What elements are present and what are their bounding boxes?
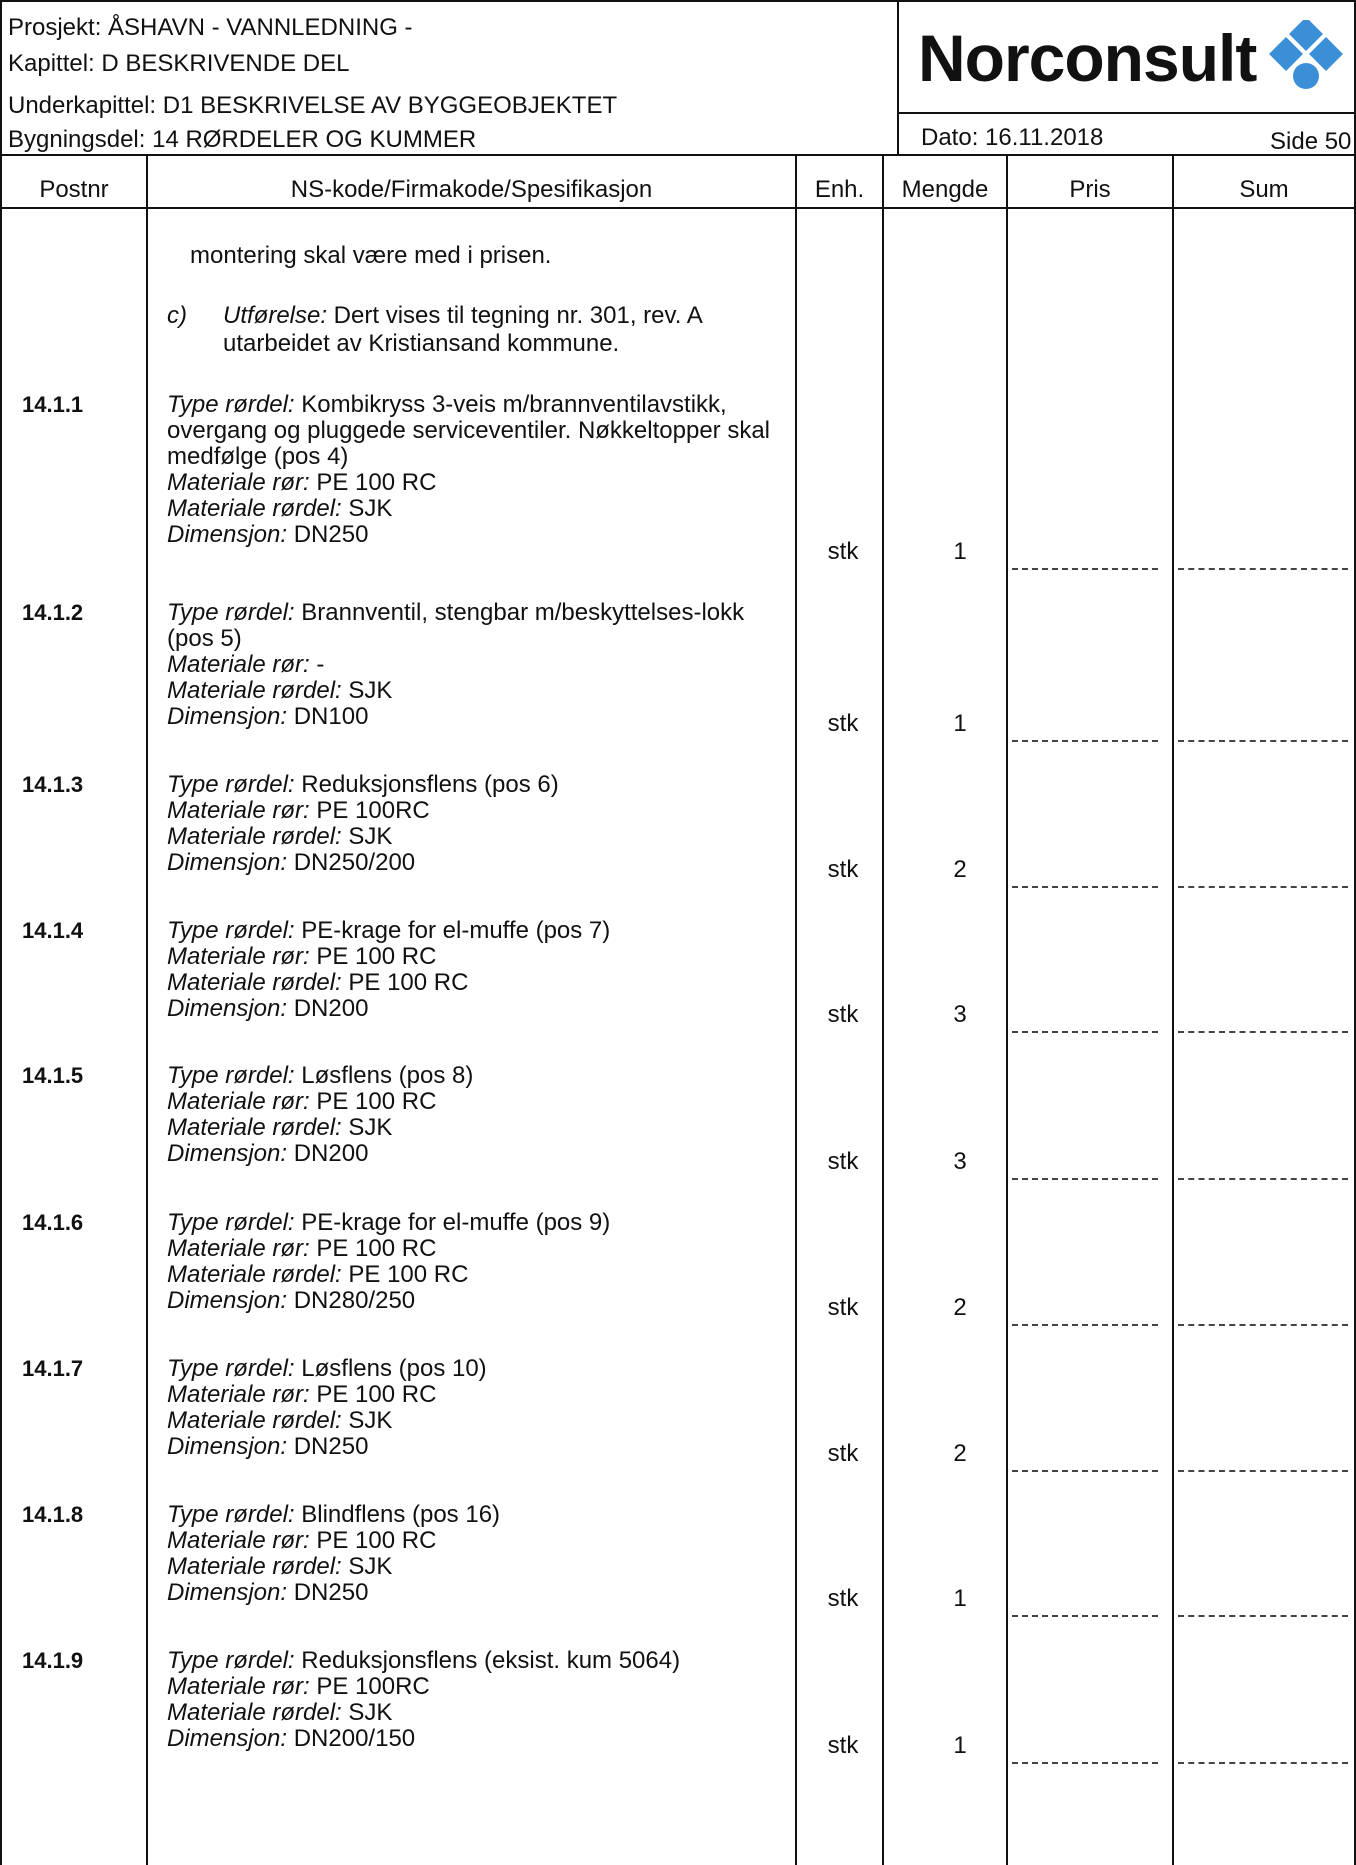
item-specification xyxy=(167,1648,797,1752)
spec-label: Materiale rørdel: xyxy=(167,677,342,704)
quantity-cell: 1 xyxy=(953,1732,967,1759)
post-number: 14.1.6 xyxy=(22,1210,84,1235)
spec-label: Dimensjon: xyxy=(167,1287,288,1314)
spec-label: Type rørdel: xyxy=(167,599,295,626)
spec-line-type xyxy=(167,392,797,470)
spec-label: Dimensjon: xyxy=(167,1725,288,1752)
item-specification xyxy=(167,918,797,1022)
page-number: Side 50 xyxy=(1270,128,1352,155)
spec-line-material-pipe xyxy=(167,1674,797,1700)
spec-value: DN250 xyxy=(287,1579,369,1606)
spec-line-dimension xyxy=(167,1141,797,1167)
spec-line-type xyxy=(167,772,797,798)
quantity-cell: 2 xyxy=(953,1294,967,1321)
intro-text: montering skal være med i prisen. xyxy=(190,242,552,269)
post-number: 14.1.2 xyxy=(22,600,84,625)
post-number: 14.1.5 xyxy=(22,1063,84,1088)
spec-line-dimension xyxy=(167,522,797,548)
spec-line-material-pipe xyxy=(167,470,797,496)
spec-value: PE 100 RC xyxy=(341,969,469,996)
price-entry-line[interactable] xyxy=(1012,1470,1158,1472)
spec-label: Materiale rørdel: xyxy=(167,969,342,996)
spec-label: Materiale rørdel: xyxy=(167,1114,342,1141)
spec-value: - xyxy=(309,651,325,678)
spec-value: SJK xyxy=(341,1553,393,1580)
spec-value: Reduksjonsflens (eksist. kum 5064) xyxy=(294,1647,681,1674)
spec-label: Type rørdel: xyxy=(167,1501,295,1528)
unit-cell: stk xyxy=(827,1294,859,1321)
spec-label: Dimensjon: xyxy=(167,703,288,730)
spec-value: SJK xyxy=(341,823,393,850)
spec-label: Type rørdel: xyxy=(167,1062,295,1089)
spec-line-type xyxy=(167,1502,797,1528)
sum-entry-line[interactable] xyxy=(1178,1324,1348,1326)
spec-value: PE 100 RC xyxy=(309,1088,437,1115)
spec-value: SJK xyxy=(341,495,393,522)
spec-label: Materiale rørdel: xyxy=(167,1261,342,1288)
building-part-title: Bygningsdel: 14 RØRDELER OG KUMMER xyxy=(8,126,477,153)
spec-value: SJK xyxy=(341,677,393,704)
spec-line-dimension xyxy=(167,1288,797,1314)
column-header-sum: Sum xyxy=(1239,176,1289,203)
spec-value: Brannventil, stengbar m/beskyttelses-lokk (pos 5) xyxy=(167,599,745,652)
spec-value: Kombikryss 3-veis m/brannventilavstikk, overgang og pluggede serviceventiler. Nøkkeltopper skal medfølge (pos 4) xyxy=(167,391,771,470)
subchapter-title: Underkapittel: D1 BESKRIVELSE AV BYGGEOBJEKTET xyxy=(8,92,618,119)
spec-label: Dimensjon: xyxy=(167,995,288,1022)
spec-line-type xyxy=(167,918,797,944)
top-border xyxy=(0,0,1356,2)
project-title: Prosjekt: ÅSHAVN - VANNLEDNING - xyxy=(8,14,413,41)
spec-line-dimension xyxy=(167,850,797,876)
spec-line-material-pipe xyxy=(167,1236,797,1262)
price-entry-line[interactable] xyxy=(1012,1031,1158,1033)
item-specification xyxy=(167,1356,797,1460)
post-number: 14.1.3 xyxy=(22,772,84,797)
spec-value: DN280/250 xyxy=(287,1287,416,1314)
spec-value: SJK xyxy=(341,1699,393,1726)
spec-value: PE 100 RC xyxy=(309,1381,437,1408)
spec-label: Materiale rør: xyxy=(167,943,310,970)
spec-line-dimension xyxy=(167,996,797,1022)
price-entry-line[interactable] xyxy=(1012,568,1158,570)
spec-value: Løsflens (pos 8) xyxy=(294,1062,474,1089)
spec-value: Reduksjonsflens (pos 6) xyxy=(294,771,559,798)
spec-label: Materiale rørdel: xyxy=(167,1553,342,1580)
spec-label: Type rørdel: xyxy=(167,917,295,944)
spec-label: Materiale rør: xyxy=(167,1235,310,1262)
column-header-postnr: Postnr xyxy=(39,176,109,203)
spec-value: DN250 xyxy=(287,1433,369,1460)
post-number: 14.1.9 xyxy=(22,1648,84,1673)
spec-value: PE 100 RC xyxy=(309,469,437,496)
spec-value: Løsflens (pos 10) xyxy=(294,1355,487,1382)
spec-line-material-part xyxy=(167,678,797,704)
quantity-cell: 2 xyxy=(953,1440,967,1467)
unit-cell: stk xyxy=(827,1732,859,1759)
quantity-cell: 1 xyxy=(953,710,967,737)
column-header-unit: Enh. xyxy=(814,176,865,203)
spec-line-material-pipe xyxy=(167,652,797,678)
spec-line-dimension xyxy=(167,704,797,730)
quantity-cell: 2 xyxy=(953,856,967,883)
spec-value: PE 100 RC xyxy=(309,943,437,970)
sum-entry-line[interactable] xyxy=(1178,886,1348,888)
spec-line-material-pipe xyxy=(167,1089,797,1115)
unit-cell: stk xyxy=(827,538,859,565)
spec-line-material-pipe xyxy=(167,1528,797,1554)
unit-cell: stk xyxy=(827,1440,859,1467)
spec-label: Materiale rør: xyxy=(167,1381,310,1408)
post-number: 14.1.1 xyxy=(22,392,84,417)
spec-label: Materiale rørdel: xyxy=(167,823,342,850)
spec-value: DN100 xyxy=(287,703,369,730)
sum-entry-line[interactable] xyxy=(1178,740,1348,742)
quantity-cell: 3 xyxy=(953,1148,967,1175)
unit-cell: stk xyxy=(827,1001,859,1028)
column-divider xyxy=(146,154,148,1865)
column-header-price: Pris xyxy=(1069,176,1111,203)
spec-label: Materiale rørdel: xyxy=(167,1699,342,1726)
sum-entry-line[interactable] xyxy=(1178,1762,1348,1764)
spec-line-type xyxy=(167,1648,797,1674)
spec-label: Materiale rørdel: xyxy=(167,1407,342,1434)
spec-line-type xyxy=(167,1210,797,1236)
logo-diamond-icon xyxy=(1266,20,1346,100)
price-entry-line[interactable] xyxy=(1012,1324,1158,1326)
spec-line-material-pipe xyxy=(167,1382,797,1408)
spec-line-type xyxy=(167,1356,797,1382)
spec-label: Type rørdel: xyxy=(167,1647,295,1674)
spec-label: Materiale rør: xyxy=(167,1527,310,1554)
spec-line-dimension xyxy=(167,1726,797,1752)
spec-label: Materiale rør: xyxy=(167,1673,310,1700)
column-header-spec: NS-kode/Firmakode/Spesifikasjon xyxy=(290,176,653,203)
spec-label: Materiale rørdel: xyxy=(167,495,342,522)
column-header-bottom-border xyxy=(0,207,1356,209)
spec-value: PE 100 RC xyxy=(309,1527,437,1554)
spec-value: DN250/200 xyxy=(287,849,416,876)
quantity-cell: 1 xyxy=(953,538,967,565)
spec-value: Blindflens (pos 16) xyxy=(294,1501,501,1528)
sum-entry-line[interactable] xyxy=(1178,1178,1348,1180)
spec-value: DN200 xyxy=(287,1140,369,1167)
spec-line-material-part xyxy=(167,1554,797,1580)
spec-label: Dimensjon: xyxy=(167,521,288,548)
unit-cell: stk xyxy=(827,710,859,737)
item-specification xyxy=(167,1502,797,1606)
post-number: 14.1.8 xyxy=(22,1502,84,1527)
spec-label: Type rørdel: xyxy=(167,771,295,798)
column-divider xyxy=(882,154,884,1865)
spec-value: PE-krage for el-muffe (pos 7) xyxy=(294,917,611,944)
spec-value: DN250 xyxy=(287,521,369,548)
spec-value: PE 100RC xyxy=(309,797,430,824)
sum-entry-line[interactable] xyxy=(1178,1031,1348,1033)
spec-label: Materiale rør: xyxy=(167,469,310,496)
price-entry-line[interactable] xyxy=(1012,886,1158,888)
spec-value: PE 100RC xyxy=(309,1673,430,1700)
logo-box-divider xyxy=(897,112,1356,114)
spec-value: PE-krage for el-muffe (pos 9) xyxy=(294,1209,611,1236)
sum-entry-line[interactable] xyxy=(1178,1615,1348,1617)
spec-value: PE 100 RC xyxy=(309,1235,437,1262)
spec-line-material-part xyxy=(167,824,797,850)
sum-entry-line[interactable] xyxy=(1178,568,1348,570)
logo-box-left-border xyxy=(897,0,899,154)
spec-line-type xyxy=(167,1063,797,1089)
spec-line-material-part xyxy=(167,1700,797,1726)
date-label: Dato: 16.11.2018 xyxy=(921,124,1104,151)
item-specification xyxy=(167,1063,797,1167)
price-entry-line[interactable] xyxy=(1012,1178,1158,1180)
price-entry-line[interactable] xyxy=(1012,1615,1158,1617)
item-specification xyxy=(167,1210,797,1314)
spec-label: Materiale rør: xyxy=(167,1088,310,1115)
spec-label: Materiale rør: xyxy=(167,797,310,824)
norconsult-logo xyxy=(918,10,1348,110)
spec-label: Type rørdel: xyxy=(167,391,295,418)
intro-item-c: Utførelse: Dert vises til tegning nr. 301, rev. A utarbeidet av Kristiansand kommune. xyxy=(223,302,703,357)
spec-line-material-pipe xyxy=(167,798,797,824)
spec-line-dimension xyxy=(167,1434,797,1460)
logo-wordmark: Norconsult xyxy=(918,21,1257,95)
spec-label: Materiale rør: xyxy=(167,651,310,678)
quantity-cell: 3 xyxy=(953,1001,967,1028)
spec-line-material-part xyxy=(167,1262,797,1288)
spec-line-material-part xyxy=(167,1115,797,1141)
spec-label: Type rørdel: xyxy=(167,1209,295,1236)
spec-line-material-part xyxy=(167,1408,797,1434)
spec-line-material-part xyxy=(167,496,797,522)
spec-value: PE 100 RC xyxy=(341,1261,469,1288)
price-entry-line[interactable] xyxy=(1012,1762,1158,1764)
spec-label: Dimensjon: xyxy=(167,1579,288,1606)
spec-line-dimension xyxy=(167,1580,797,1606)
column-header-qty: Mengde xyxy=(901,176,989,203)
intro-item-c-marker: c) xyxy=(167,302,187,329)
item-specification xyxy=(167,392,797,548)
item-specification xyxy=(167,772,797,876)
post-number: 14.1.7 xyxy=(22,1356,84,1381)
unit-cell: stk xyxy=(827,1585,859,1612)
spec-line-type xyxy=(167,600,797,652)
spec-label: Dimensjon: xyxy=(167,849,288,876)
spec-line-material-part xyxy=(167,970,797,996)
spec-line-material-pipe xyxy=(167,944,797,970)
chapter-title: Kapittel: D BESKRIVENDE DEL xyxy=(8,50,350,77)
spec-label: Dimensjon: xyxy=(167,1433,288,1460)
spec-value: DN200/150 xyxy=(287,1725,416,1752)
price-entry-line[interactable] xyxy=(1012,740,1158,742)
sum-entry-line[interactable] xyxy=(1178,1470,1348,1472)
spec-value: SJK xyxy=(341,1114,393,1141)
unit-cell: stk xyxy=(827,856,859,883)
spec-value: SJK xyxy=(341,1407,393,1434)
column-divider xyxy=(1006,154,1008,1865)
spec-label: Dimensjon: xyxy=(167,1140,288,1167)
quantity-cell: 1 xyxy=(953,1585,967,1612)
header-bottom-border xyxy=(0,154,1356,156)
item-specification xyxy=(167,600,797,730)
spec-label: Type rørdel: xyxy=(167,1355,295,1382)
column-divider xyxy=(1172,154,1174,1865)
post-number: 14.1.4 xyxy=(22,918,84,943)
left-border xyxy=(0,0,2,1865)
spec-value: DN200 xyxy=(287,995,369,1022)
unit-cell: stk xyxy=(827,1148,859,1175)
